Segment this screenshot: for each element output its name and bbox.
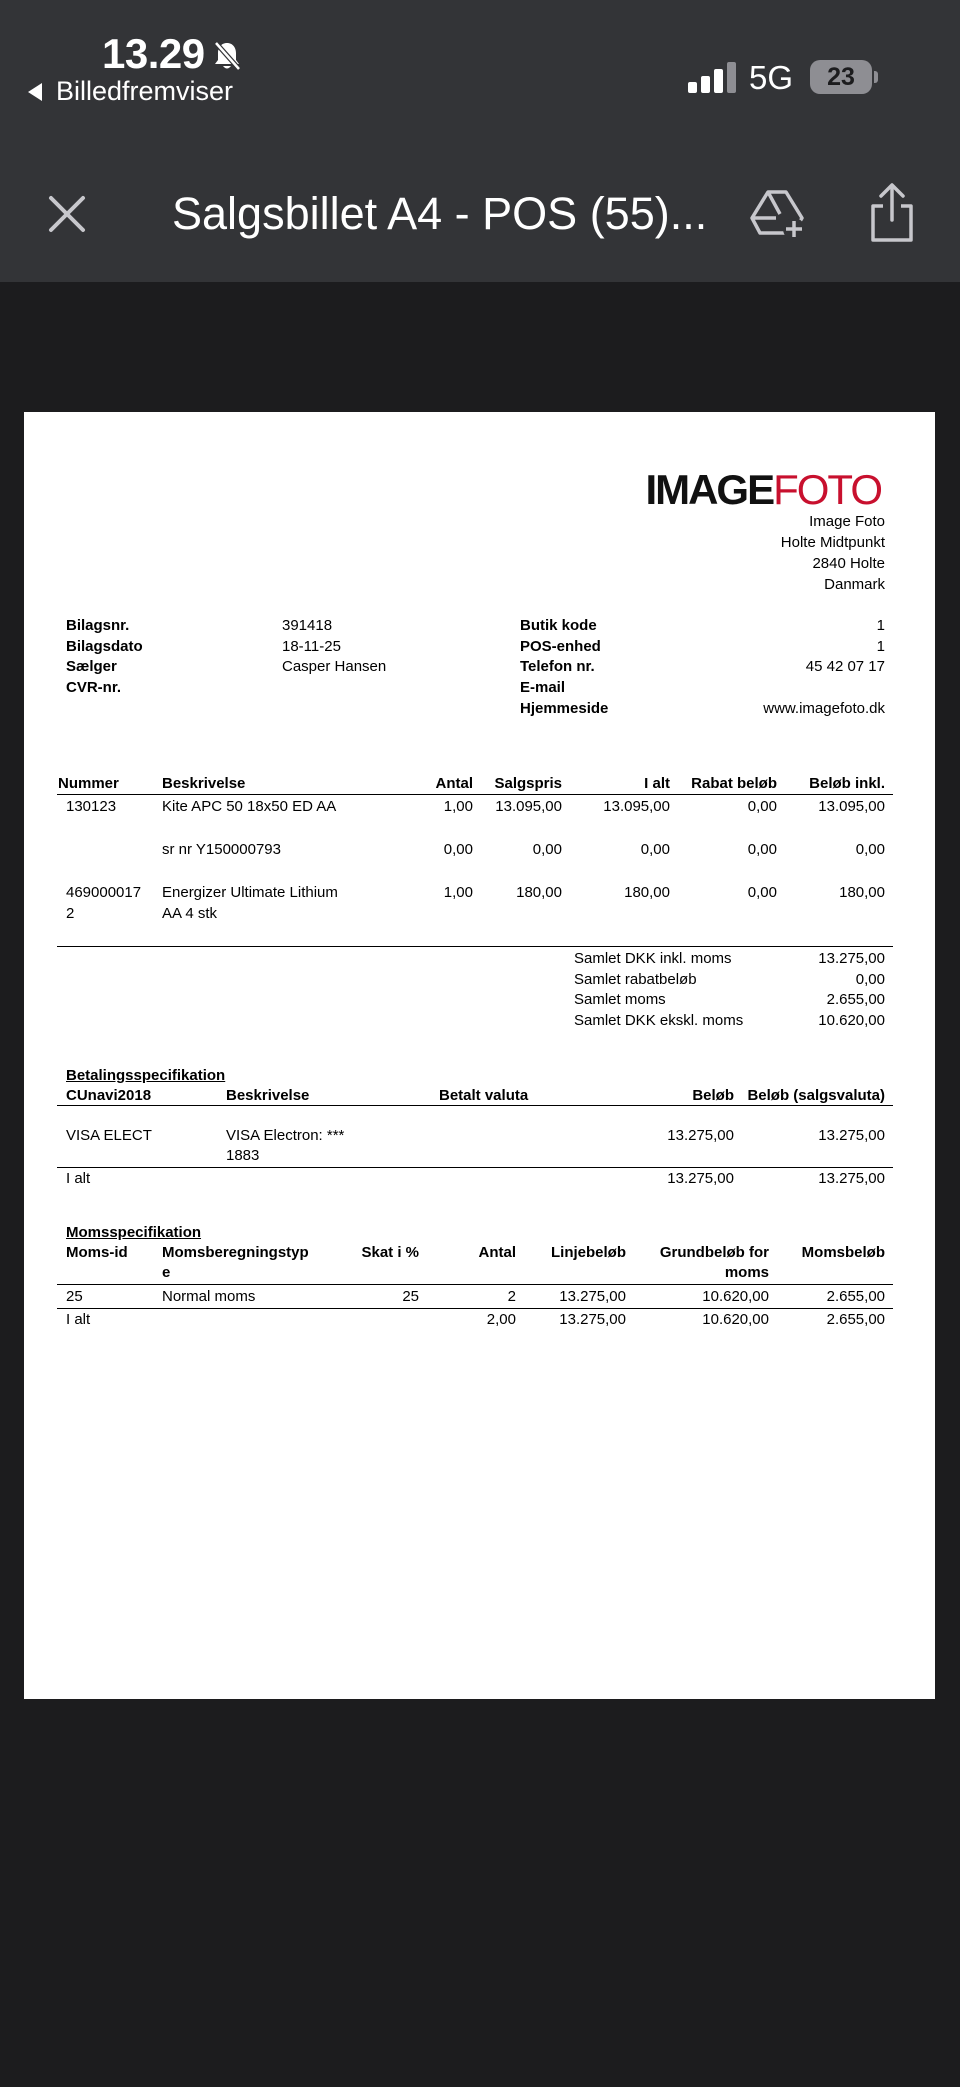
vat-type: Normal moms <box>162 1288 256 1305</box>
totals-value: 0,00 <box>855 971 885 988</box>
payment-amount: 13.275,00 <box>667 1127 734 1144</box>
vat-header-cont: e <box>162 1264 171 1281</box>
col-header: Beskrivelse <box>162 775 246 792</box>
line-amount: 0,00 <box>855 841 885 858</box>
vat-header: Linjebeløb <box>551 1244 626 1261</box>
line-desc: sr nr Y150000793 <box>162 841 281 858</box>
battery-cap <box>874 71 878 83</box>
info-label: E-mail <box>520 679 566 696</box>
col-header: Nummer <box>58 775 119 792</box>
share-icon[interactable] <box>868 182 916 244</box>
divider <box>57 1308 893 1309</box>
info-value: Casper Hansen <box>282 658 387 675</box>
totals-value: 13.275,00 <box>818 950 885 967</box>
totals-label: Samlet moms <box>574 991 666 1008</box>
vat-total-label: I alt <box>66 1311 91 1328</box>
vat-total-qty: 2,00 <box>486 1311 516 1328</box>
status-time: 13.29 <box>102 30 205 77</box>
info-value: 391418 <box>282 617 333 634</box>
website[interactable]: www.imagefoto.dk <box>763 700 885 717</box>
company-city: 2840 Holte <box>812 555 885 572</box>
back-app-label: Billedfremviser <box>56 76 234 106</box>
line-number: 469000017 <box>66 884 142 901</box>
info-label: Bilagsdato <box>66 638 143 655</box>
divider <box>57 946 893 947</box>
document-page <box>24 412 935 1699</box>
vat-title: Momsspecifikation <box>66 1224 202 1241</box>
info-label: Hjemmeside <box>520 700 609 717</box>
line-price: 0,00 <box>532 841 562 858</box>
line-qty: 1,00 <box>443 884 473 901</box>
vat-total-line: 13.275,00 <box>559 1311 626 1328</box>
vat-header: Skat i % <box>361 1244 419 1261</box>
line-discount: 0,00 <box>747 841 777 858</box>
line-total: 0,00 <box>640 841 670 858</box>
signal-icon <box>688 62 736 94</box>
vat-total-amount: 2.655,00 <box>826 1311 885 1328</box>
col-header: Beløb inkl. <box>809 775 885 792</box>
payment-total-sales: 13.275,00 <box>818 1170 885 1187</box>
line-qty: 1,00 <box>443 798 473 815</box>
company-name: Image Foto <box>809 513 885 530</box>
line-desc: Energizer Ultimate Lithium <box>162 884 338 901</box>
totals-label: Samlet DKK inkl. moms <box>574 950 732 967</box>
back-triangle-icon <box>28 83 42 101</box>
info-value: 1 <box>876 638 885 655</box>
vat-base: 10.620,00 <box>702 1288 769 1305</box>
line-amount: 180,00 <box>839 884 885 901</box>
divider <box>57 1105 893 1106</box>
col-header: Antal <box>435 775 473 792</box>
vat-header: Momsbeløb <box>801 1244 885 1261</box>
payment-amount-sales: 13.275,00 <box>818 1127 885 1144</box>
payment-desc-cont: 1883 <box>226 1147 260 1164</box>
vat-header: Moms-id <box>66 1244 128 1261</box>
info-label: POS-enhed <box>520 638 601 655</box>
divider <box>57 1167 893 1168</box>
col-header: I alt <box>644 775 670 792</box>
info-value: 1 <box>876 617 885 634</box>
vat-total-base: 10.620,00 <box>702 1311 769 1328</box>
totals-value: 10.620,00 <box>818 1012 885 1029</box>
payment-total-amount: 13.275,00 <box>667 1170 734 1187</box>
document-title: Salgsbillet A4 - POS (55)... <box>172 188 708 239</box>
line-desc: Kite APC 50 18x50 ED AA <box>162 798 337 815</box>
info-value: 18-11-25 <box>282 638 341 655</box>
back-to-app-link[interactable] <box>28 76 233 107</box>
line-price: 13.095,00 <box>495 798 562 815</box>
network-type: 5G <box>749 59 794 96</box>
payment-header: Beløb <box>692 1087 734 1104</box>
line-qty: 0,00 <box>443 841 473 858</box>
payment-title: Betalingsspecifikation <box>66 1067 226 1084</box>
info-label: Telefon nr. <box>520 658 595 675</box>
totals-value: 2.655,00 <box>826 991 885 1008</box>
vat-line: 13.275,00 <box>559 1288 626 1305</box>
line-price: 180,00 <box>516 884 562 901</box>
payment-header: CUnavi2018 <box>66 1087 152 1104</box>
battery-indicator: 23 <box>810 60 872 94</box>
imagefoto-logo: IMAGEFOTO <box>645 466 881 513</box>
bell-muted-icon <box>212 40 242 72</box>
info-label: Bilagsnr. <box>66 617 130 634</box>
payment-header: Beskrivelse <box>226 1087 310 1104</box>
vat-amount: 2.655,00 <box>826 1288 885 1305</box>
vat-header: Momsberegningstyp <box>162 1244 309 1261</box>
vat-qty: 2 <box>507 1288 516 1305</box>
col-header: Salgspris <box>494 775 562 792</box>
payment-header: Betalt valuta <box>439 1087 529 1104</box>
payment-header: Beløb (salgsvaluta) <box>747 1087 885 1104</box>
close-icon[interactable] <box>45 192 89 236</box>
line-amount: 13.095,00 <box>818 798 885 815</box>
line-total: 13.095,00 <box>603 798 670 815</box>
add-to-drive-icon[interactable] <box>750 186 808 242</box>
vat-header: Grundbeløb for <box>659 1244 769 1261</box>
vat-id: 25 <box>66 1288 83 1305</box>
col-header: Rabat beløb <box>691 775 777 792</box>
totals-label: Samlet DKK ekskl. moms <box>574 1012 744 1029</box>
divider <box>57 794 893 795</box>
payment-type: VISA ELECT <box>66 1127 152 1144</box>
payment-desc: VISA Electron: *** <box>226 1127 345 1144</box>
line-desc-cont: AA 4 stk <box>162 905 218 922</box>
info-label: CVR-nr. <box>66 679 122 696</box>
info-label: Butik kode <box>520 617 597 634</box>
top-bar <box>0 0 960 282</box>
payment-total-label: I alt <box>66 1170 91 1187</box>
line-discount: 0,00 <box>747 884 777 901</box>
totals-label: Samlet rabatbeløb <box>574 971 697 988</box>
line-total: 180,00 <box>624 884 670 901</box>
vat-header-cont: moms <box>724 1264 769 1281</box>
vat-header: Antal <box>478 1244 516 1261</box>
info-label: Sælger <box>66 658 117 675</box>
company-country: Danmark <box>824 576 885 593</box>
line-number-cont: 2 <box>66 905 75 922</box>
vat-rate: 25 <box>402 1288 419 1305</box>
line-discount: 0,00 <box>747 798 777 815</box>
line-number: 130123 <box>66 798 117 815</box>
company-address: Holte Midtpunkt <box>780 534 885 551</box>
divider <box>57 1284 893 1285</box>
info-value: 45 42 07 17 <box>805 658 885 675</box>
